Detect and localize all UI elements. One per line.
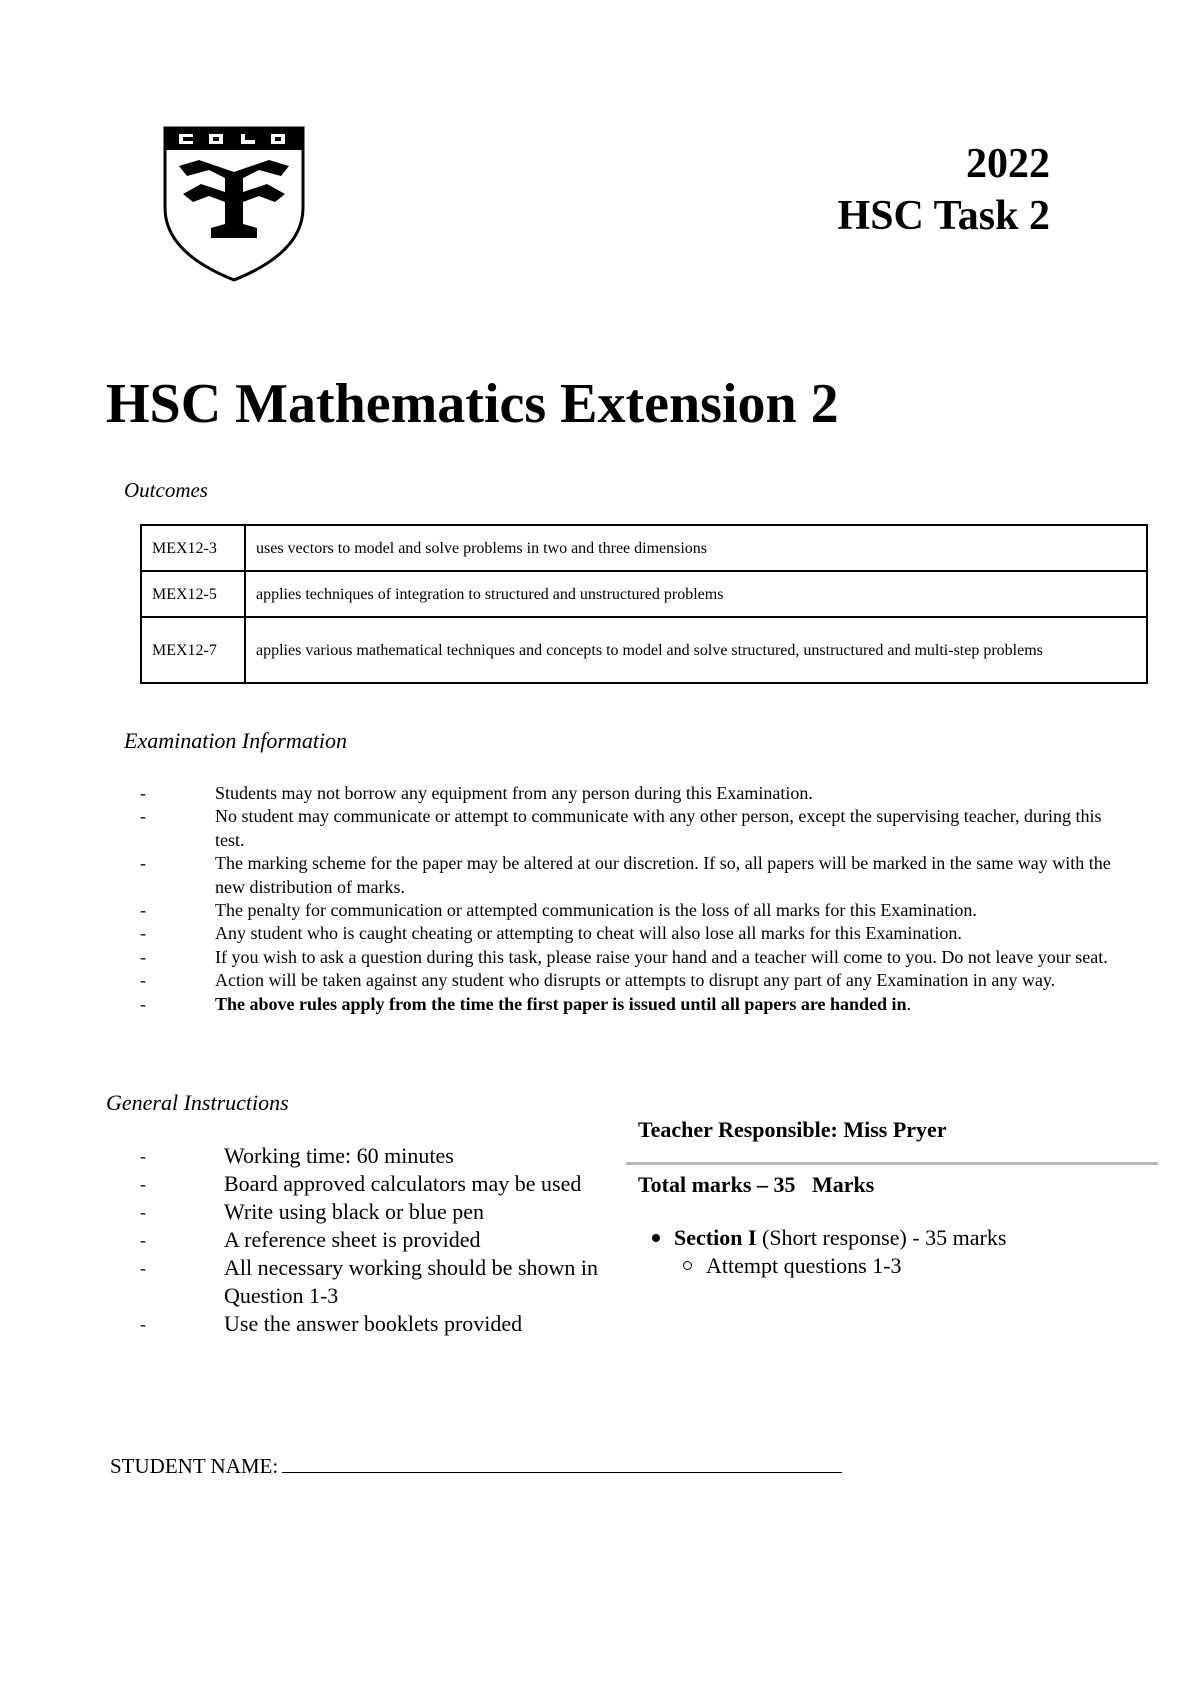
list-item <box>140 969 1130 992</box>
list-item <box>140 1142 620 1170</box>
list-item <box>140 805 1130 852</box>
exam-rule-text: No student may communicate or attempt to communicate with any other person, except the supervising teacher, during this test. <box>215 806 1102 850</box>
general-instructions-list <box>140 1142 620 1338</box>
exam-rule-suffix: . <box>906 993 912 1014</box>
list-item <box>140 1254 620 1310</box>
dash-bullet: - <box>140 1202 146 1222</box>
total-marks: Total marks – 35 Marks <box>638 1172 875 1197</box>
instruction-text: Use the answer booklets provided <box>224 1311 523 1336</box>
instruction-text: A reference sheet is provided <box>224 1227 481 1252</box>
exam-rule-text: The marking scheme for the paper may be altered at our discretion. If so, all papers will be marked in the same way with the new distribution of marks. <box>215 853 1111 897</box>
outcome-row <box>141 617 1147 683</box>
page-title: HSC Mathematics Extension 2 <box>106 373 839 435</box>
outcome-code: MEX12-3 <box>141 525 245 571</box>
exam-info-list <box>140 782 1130 1016</box>
list-item <box>140 1226 620 1254</box>
list-item <box>140 1310 620 1338</box>
outcome-text: uses vectors to model and solve problems in two and three dimensions <box>245 525 1147 571</box>
list-item <box>140 852 1130 899</box>
exam-rule-text: If you wish to ask a question during this task, please raise your hand and a teacher will come to you. Do not leave your seat. <box>215 946 1108 967</box>
list-item <box>140 993 1130 1016</box>
section-label: Section I <box>674 1225 757 1250</box>
dash-bullet: - <box>140 853 146 874</box>
dash-bullet: - <box>140 900 146 921</box>
exam-rule-text: Students may not borrow any equipment from any person during this Examination. <box>215 783 813 803</box>
dash-bullet: - <box>140 1230 146 1250</box>
dash-bullet: - <box>140 1258 146 1278</box>
dash-bullet: - <box>140 1146 146 1166</box>
section-summary <box>652 1224 1006 1252</box>
divider <box>626 1162 1158 1165</box>
dash-bullet: - <box>140 1314 146 1334</box>
bullet-circle-icon <box>683 1261 692 1270</box>
exam-rule-bold-text: The above rules apply from the time the first paper is issued until all papers are handed in <box>215 993 907 1014</box>
exam-rule-text: Action will be taken against any student who disrupts or attempts to disrupt any part of any Examination in any way. <box>215 970 1056 991</box>
list-item <box>140 1170 620 1198</box>
instruction-text: Board approved calculators may be used <box>224 1171 582 1196</box>
exam-year: 2022 <box>966 141 1050 187</box>
dash-bullet: - <box>140 946 146 967</box>
section-description: (Short response) - 35 marks <box>756 1225 1007 1250</box>
exam-rule-text: The penalty for communication or attempted communication is the loss of all marks for this Examination. <box>215 900 977 921</box>
list-item <box>140 782 1130 805</box>
instruction-text: Working time: 60 minutes <box>224 1143 454 1168</box>
outcome-text: applies various mathematical techniques and concepts to model and solve structured, unstructured and multi-step problems <box>245 617 1147 683</box>
attempt-summary <box>683 1252 902 1280</box>
student-name-label: STUDENT NAME: <box>110 1454 279 1478</box>
outcome-row <box>141 525 1147 571</box>
outcomes-heading: Outcomes <box>124 478 208 502</box>
general-instructions-heading: General Instructions <box>106 1090 289 1115</box>
outcome-text: applies techniques of integration to structured and unstructured problems <box>245 571 1147 617</box>
outcome-code: MEX12-7 <box>141 617 245 683</box>
outcome-row <box>141 571 1147 617</box>
dash-bullet: - <box>140 923 146 944</box>
teacher-responsible: Teacher Responsible: Miss Pryer <box>638 1117 947 1142</box>
dash-bullet: - <box>140 970 146 991</box>
task-label: HSC Task 2 <box>837 193 1050 239</box>
list-item <box>140 922 1130 945</box>
list-item <box>140 946 1130 969</box>
student-name-field[interactable] <box>282 1454 842 1473</box>
student-name-row <box>110 1454 842 1479</box>
exam-rule-text: Any student who is caught cheating or attempting to cheat will also lose all marks for this Examination. <box>215 923 962 944</box>
instruction-text: All necessary working should be shown in Question 1-3 <box>224 1255 598 1308</box>
exam-info-heading: Examination Information <box>124 728 348 753</box>
list-item <box>140 1198 620 1226</box>
bullet-dot-icon <box>652 1234 660 1242</box>
list-item <box>140 899 1130 922</box>
instruction-text: Write using black or blue pen <box>224 1199 484 1224</box>
outcomes-table <box>140 524 1148 684</box>
outcome-code: MEX12-5 <box>141 571 245 617</box>
attempt-text: Attempt questions 1-3 <box>706 1253 902 1278</box>
dash-bullet: - <box>140 806 146 827</box>
school-crest-logo <box>163 126 305 282</box>
dash-bullet: - <box>140 1174 146 1194</box>
dash-bullet: - <box>140 993 146 1014</box>
dash-bullet: - <box>140 783 146 803</box>
